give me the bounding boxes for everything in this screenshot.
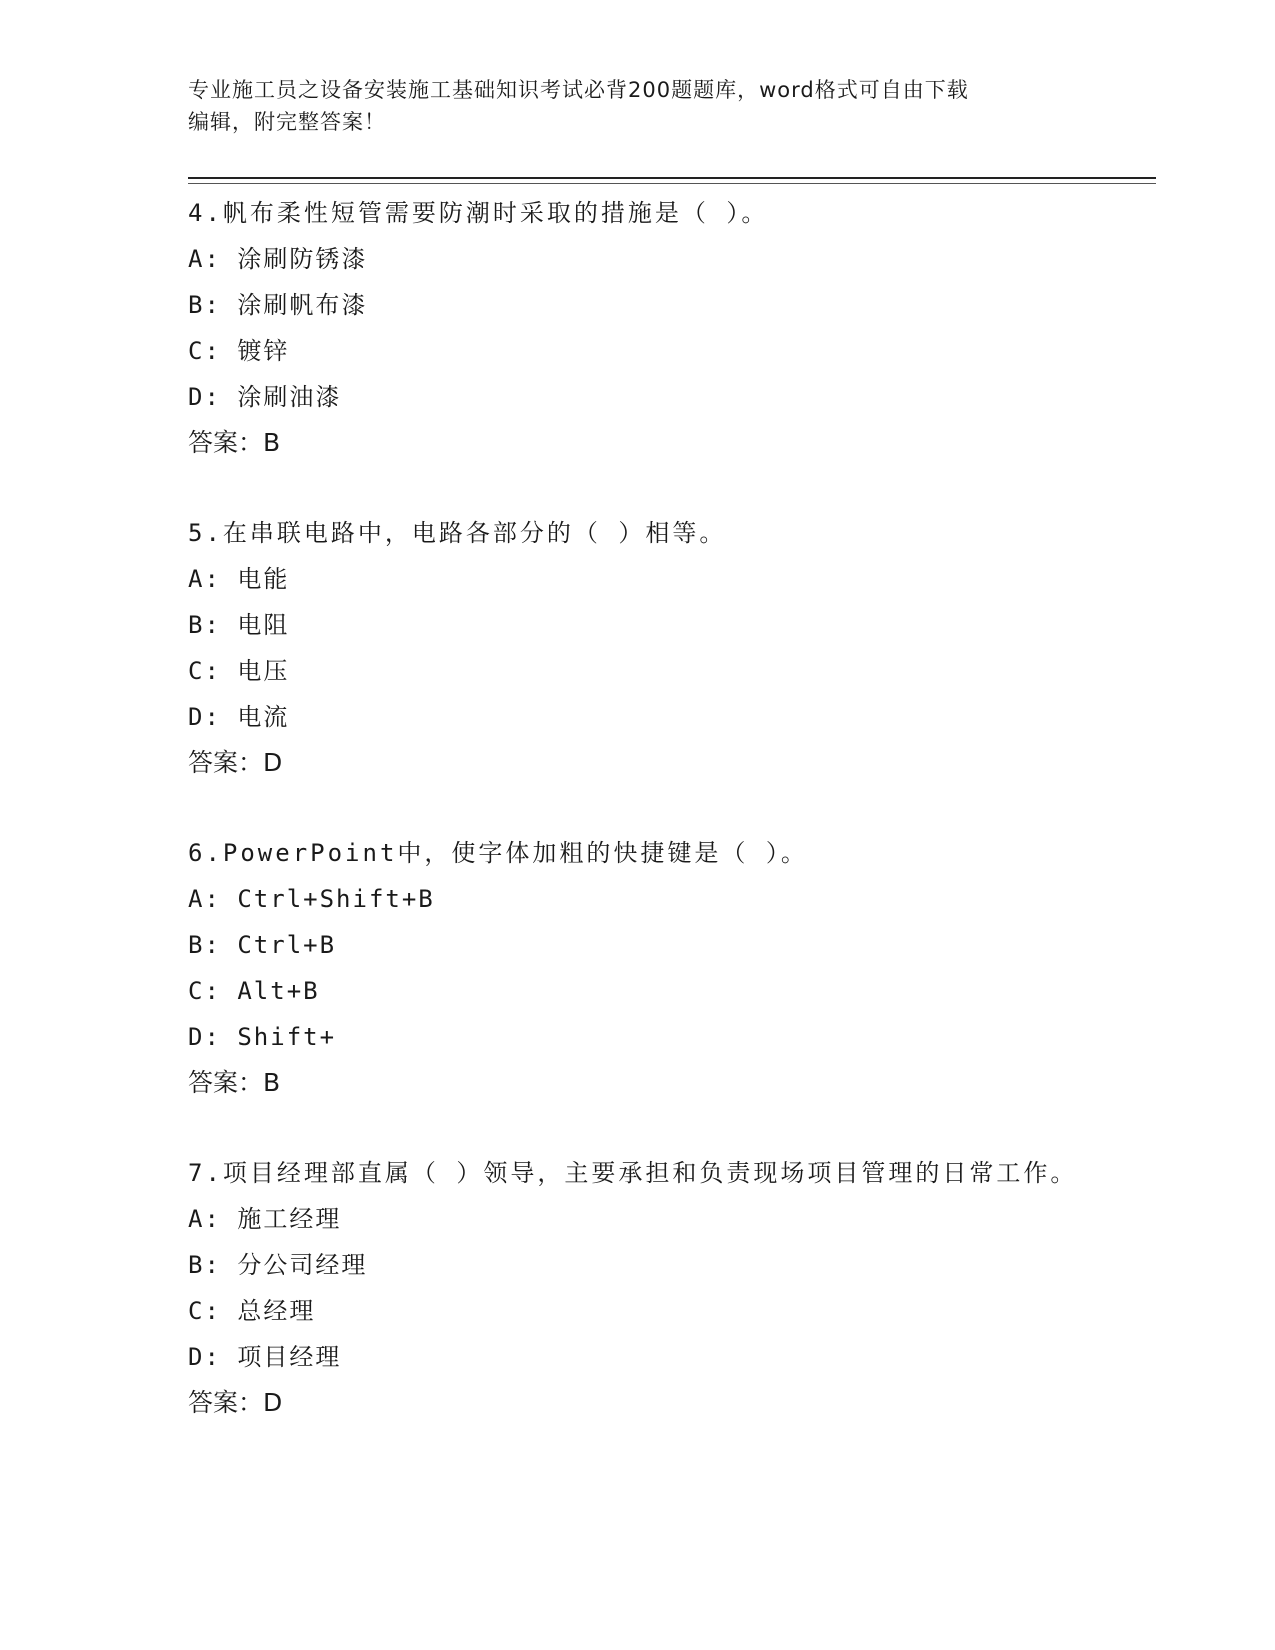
answer-label: 答案：D — [188, 1388, 283, 1417]
option-b: B: 涂刷帆布漆 — [188, 291, 368, 319]
question-stem: 5.在串联电路中，电路各部分的（ ）相等。 — [188, 519, 727, 547]
option-d: D: 涂刷油漆 — [188, 383, 342, 411]
option-d: D: 项目经理 — [188, 1343, 342, 1371]
question-stem: 4.帆布柔性短管需要防潮时采取的措施是（ ）。 — [188, 199, 769, 227]
option-d: D: 电流 — [188, 703, 290, 731]
option-b: B: 分公司经理 — [188, 1251, 368, 1279]
question-5 — [188, 510, 1088, 786]
question-4 — [188, 190, 1088, 466]
question-stem: 7.项目经理部直属（ ）领导，主要承担和负责现场项目管理的日常工作。 — [188, 1159, 1078, 1187]
option-b: B: 电阻 — [188, 611, 290, 639]
option-c: C: 镀锌 — [188, 337, 290, 365]
option-d: D: Shift+ — [188, 1023, 337, 1051]
option-c: C: 电压 — [188, 657, 290, 685]
option-a: A: 涂刷防锈漆 — [188, 245, 368, 273]
question-7 — [188, 1150, 1088, 1426]
option-b: B: Ctrl+B — [188, 931, 337, 959]
option-a: A: 电能 — [188, 565, 290, 593]
header-line-1: 专业施工员之设备安装施工基础知识考试必背200题题库，word格式可自由下载 — [188, 78, 969, 102]
question-stem: 6.PowerPoint中，使字体加粗的快捷键是（ ）。 — [188, 839, 808, 867]
option-c: C: 总经理 — [188, 1297, 316, 1325]
option-c: C: Alt+B — [188, 977, 320, 1005]
option-a: A: 施工经理 — [188, 1205, 342, 1233]
question-list — [188, 190, 1088, 1470]
document-header — [188, 74, 1088, 138]
answer-label: 答案：B — [188, 1068, 281, 1097]
answer-label: 答案：B — [188, 428, 281, 457]
question-6 — [188, 830, 1088, 1106]
option-a: A: Ctrl+Shift+B — [188, 885, 435, 913]
header-divider-thick — [188, 177, 1156, 179]
header-divider-thin — [188, 183, 1156, 184]
answer-label: 答案：D — [188, 748, 283, 777]
header-line-2: 编辑，附完整答案！ — [188, 110, 386, 134]
